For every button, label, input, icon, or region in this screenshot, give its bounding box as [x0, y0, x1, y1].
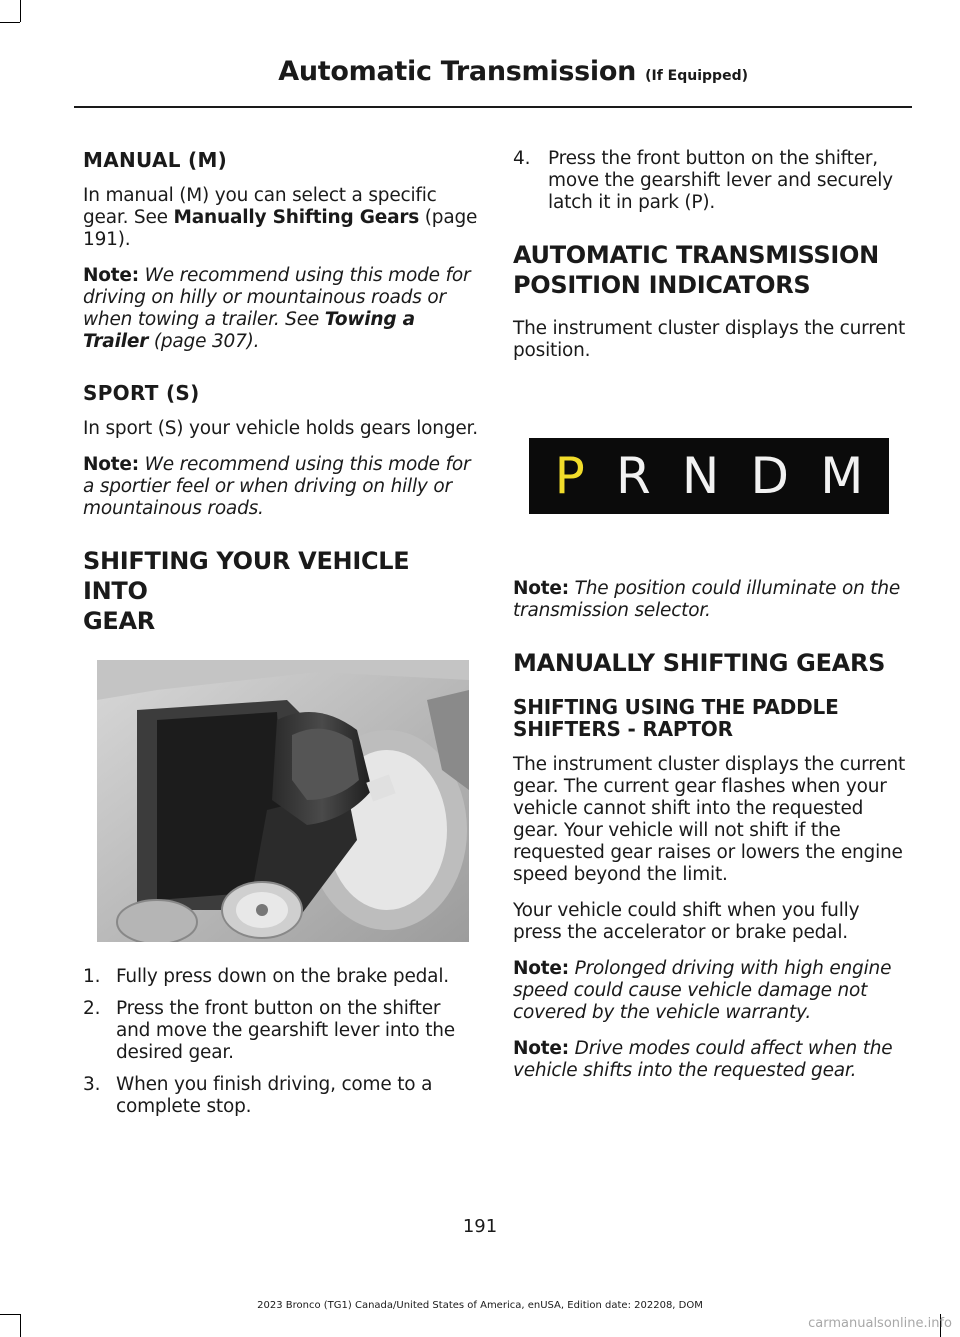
paddle-note-2: Note: Drive modes could affect when the vehicle shifts into the requested gear.: [513, 1038, 893, 1081]
left-column: [83, 148, 478, 1128]
page-header-subtitle: (If Equipped): [645, 68, 748, 84]
paddle-paragraph-1: The instrument cluster displays the current gear. The current gear flashes when your vehicle cannot shift into the requested gear. Your vehicle will not shift if the requested gear raises or lowers the engine speed beyond the limit.: [513, 754, 906, 885]
page-number: 191: [462, 1216, 498, 1237]
prndm-display: [529, 438, 889, 514]
sport-heading: SPORT (S): [83, 381, 200, 405]
footer-edition-info: 2023 Bronco (TG1) Canada/United States of America, enUSA, Edition date: 202208, DOM: [257, 1300, 703, 1311]
manually-shifting-heading: MANUALLY SHIFTING GEARS: [513, 649, 886, 677]
sport-paragraph: In sport (S) your vehicle holds gears longer.: [83, 418, 478, 439]
paddle-shifters-heading: SHIFTING USING THE PADDLE SHIFTERS - RAPTOR: [513, 695, 839, 741]
watermark: carmanualsonline.info: [808, 1316, 952, 1331]
towing-a-trailer-link[interactable]: Towing a Trailer: [83, 309, 415, 352]
indicators-paragraph: The instrument cluster displays the current position.: [513, 318, 906, 361]
page-header-title: Automatic Transmission (If Equipped): [278, 56, 748, 87]
list-item: 1. Fully press down on the brake pedal.: [83, 966, 449, 987]
header-divider: [74, 106, 912, 108]
shifting-steps: [83, 966, 478, 1118]
list-item: 4. Press the front button on the shifter, move the gearshift lever and securely latch it in park (P).: [513, 148, 893, 213]
paddle-note-1: Note: Prolonged driving with high engine speed could cause vehicle damage not covered by the vehicle warranty.: [513, 958, 892, 1023]
gearshift-lever-illustration: [97, 660, 469, 942]
crop-mark: [0, 22, 20, 23]
position-indicator-figure: [513, 376, 913, 566]
indicators-heading: AUTOMATIC TRANSMISSION POSITION INDICATORS: [513, 241, 879, 299]
gear-letter-p: P: [554, 447, 585, 505]
sport-note: Note: We recommend using this mode for a sportier feel or when driving on hilly or mountainous roads.: [83, 454, 471, 519]
manually-shifting-gears-link[interactable]: Manually Shifting Gears: [173, 207, 420, 228]
gear-letter-d: D: [750, 447, 790, 505]
crop-mark: [20, 0, 21, 22]
gear-letter-m: M: [820, 447, 864, 505]
manual-paragraph: In manual (M) you can select a specific gear. See Manually Shifting Gears (page 191).: [83, 185, 478, 250]
list-item: 2. Press the front button on the shifter and move the gearshift lever into the desired gear.: [83, 998, 455, 1063]
crop-mark: [20, 1314, 21, 1337]
manual-note: Note: We recommend using this mode for driving on hilly or mountainous roads or when towing a trailer. See Towing a Trailer (page 307).: [83, 265, 471, 352]
gear-letter-r: R: [615, 447, 651, 505]
list-item: 3. When you finish driving, come to a complete stop.: [83, 1074, 433, 1117]
right-column: [513, 148, 913, 1096]
indicators-note: Note: The position could illuminate on the transmission selector.: [513, 578, 901, 621]
crop-mark: [0, 1314, 20, 1315]
shifting-heading: SHIFTING YOUR VEHICLE INTO GEAR: [83, 547, 410, 635]
gear-letter-n: N: [681, 447, 720, 505]
shifting-steps-continued: [513, 148, 913, 214]
manual-heading: MANUAL (M): [83, 148, 228, 172]
paddle-paragraph-2: Your vehicle could shift when you fully press the accelerator or brake pedal.: [513, 900, 860, 943]
